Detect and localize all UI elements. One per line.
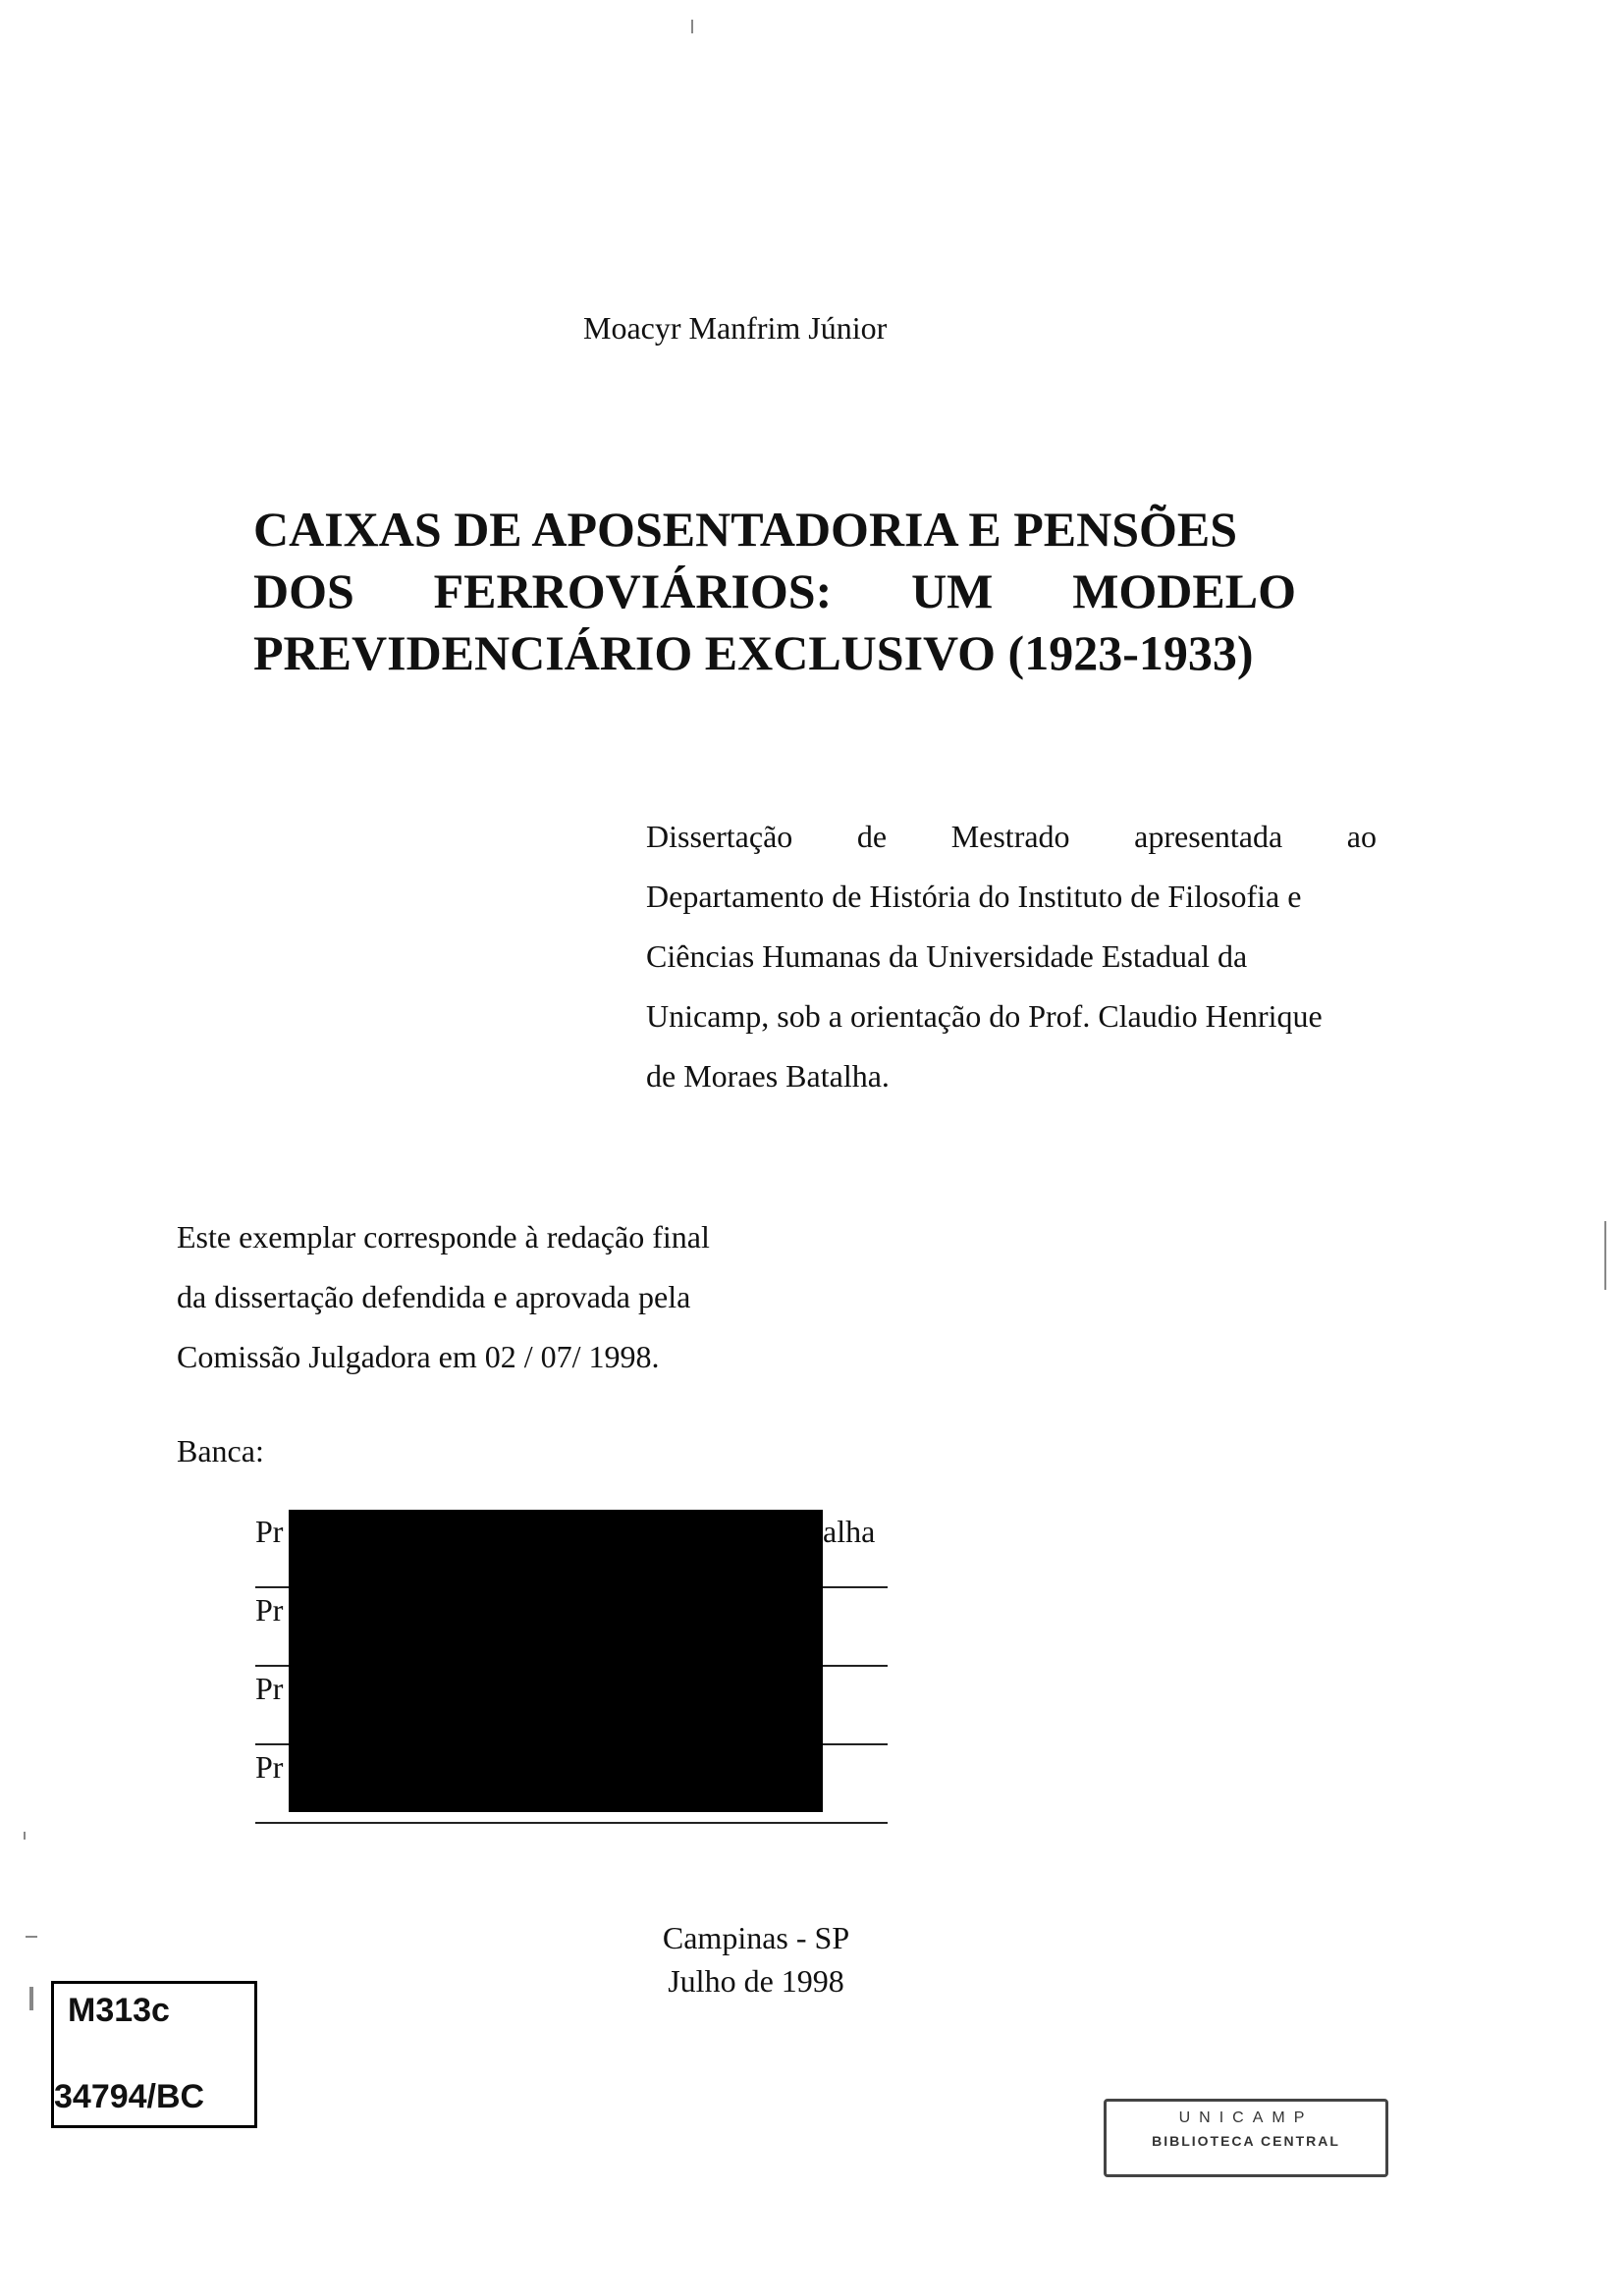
title-line-1: CAIXAS DE APOSENTADORIA E PENSÕES (253, 502, 1238, 557)
description-word: ao (1346, 819, 1377, 854)
member-name-start: Pr (255, 1514, 284, 1549)
description-line-2 (646, 867, 1377, 927)
description-word: de (856, 819, 888, 854)
city: Campinas - SP (662, 1920, 850, 1955)
note-line-1 (177, 1207, 752, 1267)
scan-mark (1604, 1221, 1606, 1290)
stamp-line-1: UNICAMP (1178, 2109, 1314, 2126)
title-line-3: PREVIDENCIÁRIO EXCLUSIVO (1923-1933) (253, 625, 1254, 680)
description-line-1 (646, 807, 1377, 867)
description-text: de Moraes Batalha. (646, 1058, 890, 1094)
title-word: DOS (253, 563, 354, 618)
member-name-end: alha (823, 1514, 876, 1549)
member-name-start: Pr (255, 1592, 284, 1628)
redaction-block (289, 1510, 823, 1812)
description-line-4 (646, 987, 1377, 1046)
accession-number: 34794/BC (54, 2078, 205, 2115)
note-line-3 (177, 1327, 752, 1387)
title-word: UM (911, 563, 994, 618)
stamp-line-2: BIBLIOTECA CENTRAL (1152, 2133, 1340, 2149)
call-number-code: M313c (68, 1992, 170, 2029)
title-line-2 (253, 561, 1296, 622)
note-text: Comissão Julgadora em 02 / 07/ 1998. (177, 1339, 660, 1374)
approval-note (177, 1207, 752, 1387)
scan-mark (29, 1987, 33, 2010)
author-name: Moacyr Manfrim Júnior (583, 310, 888, 346)
member-name-start: Pr (255, 1671, 284, 1706)
scan-mark (24, 1832, 26, 1840)
note-text: Este exemplar corresponde à redação final (177, 1219, 710, 1255)
member-name-start: Pr (255, 1749, 284, 1785)
title-word: FERROVIÁRIOS: (433, 563, 833, 618)
library-stamp (1104, 2099, 1388, 2177)
note-text: da dissertação defendida e aprovada pela (177, 1279, 691, 1314)
description-text: Unicamp, sob a orientação do Prof. Claudio Henrique (646, 998, 1323, 1034)
description-word: apresentada (1134, 819, 1283, 854)
description-word: Mestrado (950, 819, 1070, 854)
description-line-3 (646, 927, 1377, 987)
note-line-2 (177, 1267, 752, 1327)
place-and-date (609, 1916, 903, 2002)
description-word: Dissertação (646, 819, 793, 854)
scan-mark (26, 1936, 37, 1938)
dissertation-description (646, 807, 1377, 1106)
scan-mark (691, 20, 693, 33)
description-text: Departamento de História do Instituto de Filosofia e (646, 879, 1302, 914)
dissertation-title (253, 499, 1296, 684)
committee-label: Banca: (177, 1433, 264, 1468)
library-call-number-label (51, 1981, 257, 2128)
date: Julho de 1998 (668, 1963, 844, 1999)
description-text: Ciências Humanas da Universidade Estadual da (646, 938, 1248, 974)
description-line-5 (646, 1046, 1377, 1106)
title-word: MODELO (1072, 563, 1296, 618)
